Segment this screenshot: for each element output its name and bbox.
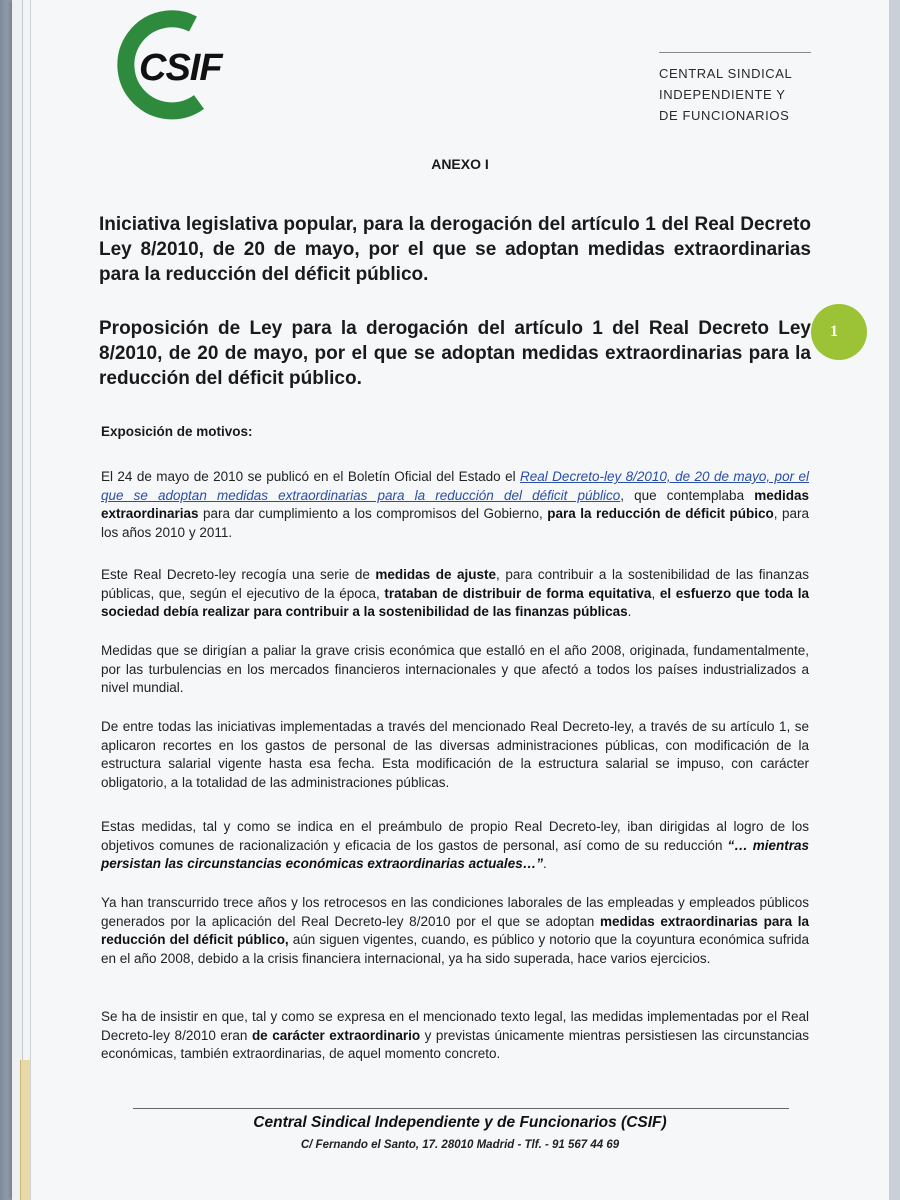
p6-text-c: aún siguen vigentes, cuando, es público y notorio que la coyuntura económica sufrida en el año 2008, debido a la crisis financiera internacional, ya ha sido superada, hace varios ejercicios.: [101, 932, 809, 966]
paragraph-7: [101, 1008, 809, 1064]
boe-decree-link[interactable]: Real Decreto-ley 8/2010, de 20 de mayo, por el que se adoptan medidas extraordinarias para la reducción del déficit público: [101, 469, 809, 503]
org-line-3: DE FUNCIONARIOS: [659, 108, 790, 123]
p1-text-d: para dar cumplimiento a los compromisos del Gobierno,: [198, 506, 548, 521]
p7-bold-b: de carácter extraordinario: [251, 1027, 421, 1043]
p6-text-a: Ya han transcurrido trece años y los retrocesos en las condiciones laborales de las empleadas y empleados públicos generados por la aplicación del Real Decreto-ley 8/2010 por el que se adoptan: [101, 895, 809, 929]
footer-title: Central Sindical Independiente y de Funcionarios (CSIF): [253, 1114, 667, 1131]
csif-logo-graphic: [101, 10, 241, 120]
p1-bold-e: para la reducción de déficit púbico: [547, 506, 774, 521]
paragraph-1: [101, 468, 809, 542]
p2-bold-f: el esfuerzo que toda la sociedad debía realizar para contribuir a la sostenibilidad de las finanzas públicas: [101, 585, 809, 619]
paragraph-2: [101, 566, 809, 622]
org-line-2: INDEPENDIENTE Y: [659, 87, 786, 102]
p5-text-c: .: [542, 856, 547, 871]
org-line-1: CENTRAL SINDICAL: [659, 66, 793, 81]
p2-bold-d: trataban de distribuir de forma equitativa: [384, 585, 652, 601]
p7-text-a: Se ha de insistir en que, tal y como se expresa en el mencionado texto legal, las medidas implementadas por el Real Decreto-ley 8/2010 eran: [101, 1009, 809, 1043]
p1-text-f: , para los años 2010 y 2011.: [101, 506, 810, 540]
p2-bold-b: medidas de ajuste: [375, 567, 497, 582]
paragraph-4: De entre todas las iniciativas implementadas a través del mencionado Real Decreto-ley, a través de su artículo 1, se aplicaron recortes en los gastos de personal de las diversas administraciones públicas, con modificación de la estructura salarial vigente hasta esa fecha. Esta modificación de la estructura salarial se impuso, con carácter obligatorio, a la totalidad de las administraciones públicas.: [101, 719, 809, 790]
initiative-heading: Iniciativa legislativa popular, para la derogación del artículo 1 del Real Decreto Ley 8/2010, de 20 de mayo, por el que se adoptan medidas extraordinarias para la reducción del déficit público.: [99, 214, 811, 285]
p2-text-g: .: [627, 604, 632, 619]
p5-quote: “… mientras persistan las circunstancias económicas extraordinarias actuales…”: [101, 837, 810, 871]
p2-text-a: Este Real Decreto-ley recogía una serie de: [101, 567, 376, 582]
paragraph-6: [101, 894, 809, 968]
section-title: Exposición de motivos:: [101, 424, 253, 439]
footer-rule: [133, 1108, 789, 1109]
organization-name: [659, 52, 814, 126]
document-page: [30, 0, 889, 1200]
p1-text-b: , que contemplaba: [620, 487, 755, 503]
paragraph-5: [101, 818, 809, 874]
page-number-badge: 1: [811, 304, 867, 360]
p2-text-e: ,: [651, 585, 660, 601]
annex-title: ANEXO I: [431, 156, 489, 172]
p1-bold-c: medidas extraordinarias: [101, 487, 809, 521]
p2-text-c: , para contribuir a la sostenibilidad de las finanzas públicas, que, según el ejecutivo de la época,: [101, 567, 809, 601]
paragraph-3: Medidas que se dirigían a paliar la grave crisis económica que estalló en el año 2008, originada, fundamentalmente, por las turbulencias en los mercados financieros internacionales y que afectó a todos los países industrializados a nivel mundial.: [101, 643, 809, 695]
header-rule: [659, 52, 811, 53]
p6-bold-b: medidas extraordinarias para la reducción del déficit público,: [101, 913, 809, 947]
p1-text-a: El 24 de mayo de 2010 se publicó en el Boletín Oficial del Estado el: [101, 469, 520, 484]
p5-text-a: Estas medidas, tal y como se indica en el preámbulo de propio Real Decreto-ley, iban dirigidas al logro de los objetivos comunes de racionalización y eficacia de los gastos de personal, así como de su reducción: [101, 819, 809, 853]
p7-text-c: y previstas únicamente mientras persistiesen las circunstancias económicas, también extraordinarias, de aquel momento concreto.: [101, 1027, 809, 1061]
logo-text: CSIF: [139, 47, 222, 89]
footer-address: C/ Fernando el Santo, 17. 28010 Madrid - Tlf. - 91 567 44 69: [300, 1139, 620, 1151]
proposal-heading: Proposición de Ley para la derogación del artículo 1 del Real Decreto Ley 8/2010, de 20 de mayo, por el que se adoptan medidas extraordinarias para la reducción del déficit público.: [99, 318, 811, 389]
csif-logo: [101, 10, 241, 120]
